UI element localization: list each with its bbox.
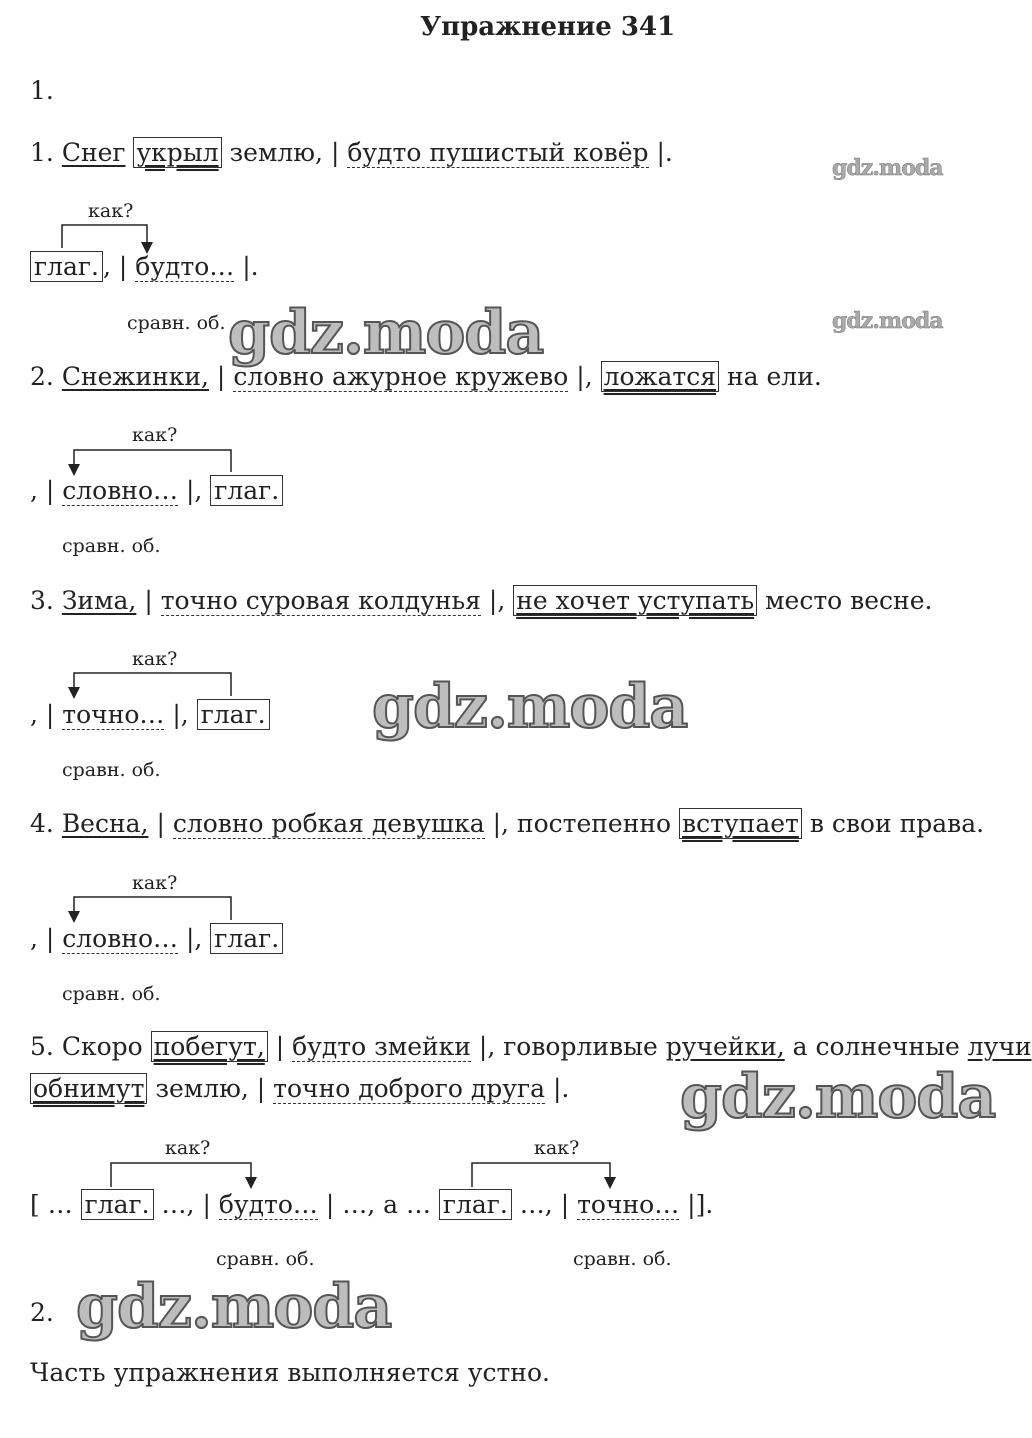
clause-boundary: | bbox=[144, 586, 153, 615]
text: на ели. bbox=[727, 362, 822, 391]
subject: Весна, bbox=[61, 809, 149, 838]
comparative-clause: точно суровая колдунья bbox=[160, 586, 481, 615]
scheme-question: как? bbox=[132, 424, 178, 446]
comparative-clause: словно робкая девушка bbox=[172, 809, 485, 838]
text: место весне. bbox=[765, 586, 933, 615]
sentence-number: 3. bbox=[30, 586, 54, 615]
conjunction: словно… bbox=[62, 924, 179, 953]
text: землю, bbox=[229, 138, 324, 167]
part-1-label: 1. bbox=[30, 76, 54, 105]
verb-box: глаг. bbox=[81, 1189, 154, 1220]
text: землю, | bbox=[155, 1074, 266, 1103]
clause-boundary: |, bbox=[576, 362, 593, 391]
scheme-text: , bbox=[102, 252, 111, 281]
watermark-logo: gdz.moda bbox=[832, 155, 943, 181]
text: а солнечные bbox=[792, 1032, 960, 1061]
subject: Снежинки, bbox=[61, 362, 209, 391]
scheme-text: …, | bbox=[161, 1190, 211, 1219]
scheme-question: как? bbox=[534, 1137, 580, 1159]
scheme-text: |, bbox=[185, 476, 203, 505]
scheme-text: |]. bbox=[687, 1190, 714, 1219]
watermark-logo: gdz.moda bbox=[228, 298, 544, 368]
comparative-clause: будто пушистый ковёр bbox=[347, 138, 649, 167]
verb-box: глаг. bbox=[210, 475, 283, 506]
clause-boundary: | bbox=[216, 362, 226, 391]
scheme-text: |, bbox=[185, 924, 203, 953]
predicate: не хочет уступать bbox=[513, 585, 757, 616]
scheme-text: |. bbox=[242, 252, 259, 281]
subject: лучи bbox=[967, 1032, 1032, 1061]
scheme-question: как? bbox=[132, 648, 178, 670]
subject: Снег bbox=[61, 138, 126, 167]
text: Скоро bbox=[61, 1032, 143, 1061]
predicate: обнимут bbox=[30, 1073, 147, 1104]
watermark-logo: gdz.moda bbox=[372, 672, 688, 742]
final-note: Часть упражнения выполняется устно. bbox=[30, 1358, 550, 1387]
comparative-note: сравн. об. bbox=[62, 759, 161, 781]
clause-boundary: | bbox=[275, 1032, 285, 1061]
watermark-logo: gdz.moda bbox=[76, 1272, 392, 1342]
scheme-question: как? bbox=[132, 872, 178, 894]
predicate: вступает bbox=[679, 808, 802, 839]
scheme-5 bbox=[30, 1190, 713, 1220]
sentence-number: 2. bbox=[30, 362, 54, 391]
clause-boundary: |, bbox=[492, 809, 509, 838]
text: постепенно bbox=[516, 809, 672, 838]
predicate: укрыл bbox=[133, 137, 221, 168]
sentence-number: 1. bbox=[30, 138, 54, 167]
scheme-text: , | bbox=[30, 700, 55, 729]
scheme-text: , | bbox=[30, 924, 55, 953]
predicate: побегут, bbox=[151, 1031, 268, 1062]
clause-boundary: |, bbox=[488, 586, 506, 615]
clause-boundary: | bbox=[330, 138, 340, 167]
comparative-note: сравн. об. bbox=[573, 1248, 672, 1270]
comparative-note: сравн. об. bbox=[62, 983, 161, 1005]
text: в свои права. bbox=[809, 809, 985, 838]
clause-boundary: | bbox=[156, 809, 165, 838]
comparative-note: сравн. об. bbox=[216, 1248, 315, 1270]
comparative-clause: будто змейки bbox=[292, 1032, 471, 1061]
conjunction: будто… bbox=[135, 252, 235, 281]
clause-boundary: |. bbox=[552, 1074, 570, 1103]
page-title: Упражнение 341 bbox=[420, 12, 676, 42]
watermark-logo: gdz.moda bbox=[680, 1062, 996, 1132]
verb-box: глаг. bbox=[197, 699, 270, 730]
sentence-number: 5. bbox=[30, 1032, 54, 1061]
scheme-text: …, | bbox=[519, 1190, 570, 1219]
predicate: ложатся bbox=[601, 361, 719, 392]
conjunction: точно… bbox=[62, 700, 165, 729]
verb-box: глаг. bbox=[439, 1189, 512, 1220]
conjunction: точно… bbox=[577, 1190, 680, 1219]
clause-boundary: |. bbox=[656, 138, 673, 167]
subject: Зима, bbox=[61, 586, 137, 615]
part-2-label: 2. bbox=[30, 1298, 54, 1327]
comparative-note: сравн. об. bbox=[62, 535, 161, 557]
comparative-note: сравн. об. bbox=[127, 312, 226, 334]
scheme-question: как? bbox=[165, 1137, 211, 1159]
scheme-text: [ … bbox=[30, 1190, 73, 1219]
watermark-logo: gdz.moda bbox=[832, 308, 943, 334]
verb-box: глаг. bbox=[210, 923, 283, 954]
text: |, говорливые bbox=[478, 1032, 658, 1061]
comparative-clause: словно ажурное кружево bbox=[233, 362, 569, 391]
verb-box: глаг. bbox=[30, 251, 103, 282]
conjunction: словно… bbox=[62, 476, 179, 505]
subject: ручейки, bbox=[665, 1032, 785, 1061]
scheme-question: как? bbox=[88, 200, 134, 222]
comparative-clause: точно доброго друга bbox=[273, 1074, 545, 1103]
scheme-text: |, bbox=[172, 700, 189, 729]
sentence-number: 4. bbox=[30, 809, 54, 838]
scheme-text: | …, а … bbox=[325, 1190, 431, 1219]
scheme-text: | bbox=[118, 252, 128, 281]
scheme-text: , | bbox=[30, 476, 55, 505]
conjunction: будто… bbox=[218, 1190, 318, 1219]
